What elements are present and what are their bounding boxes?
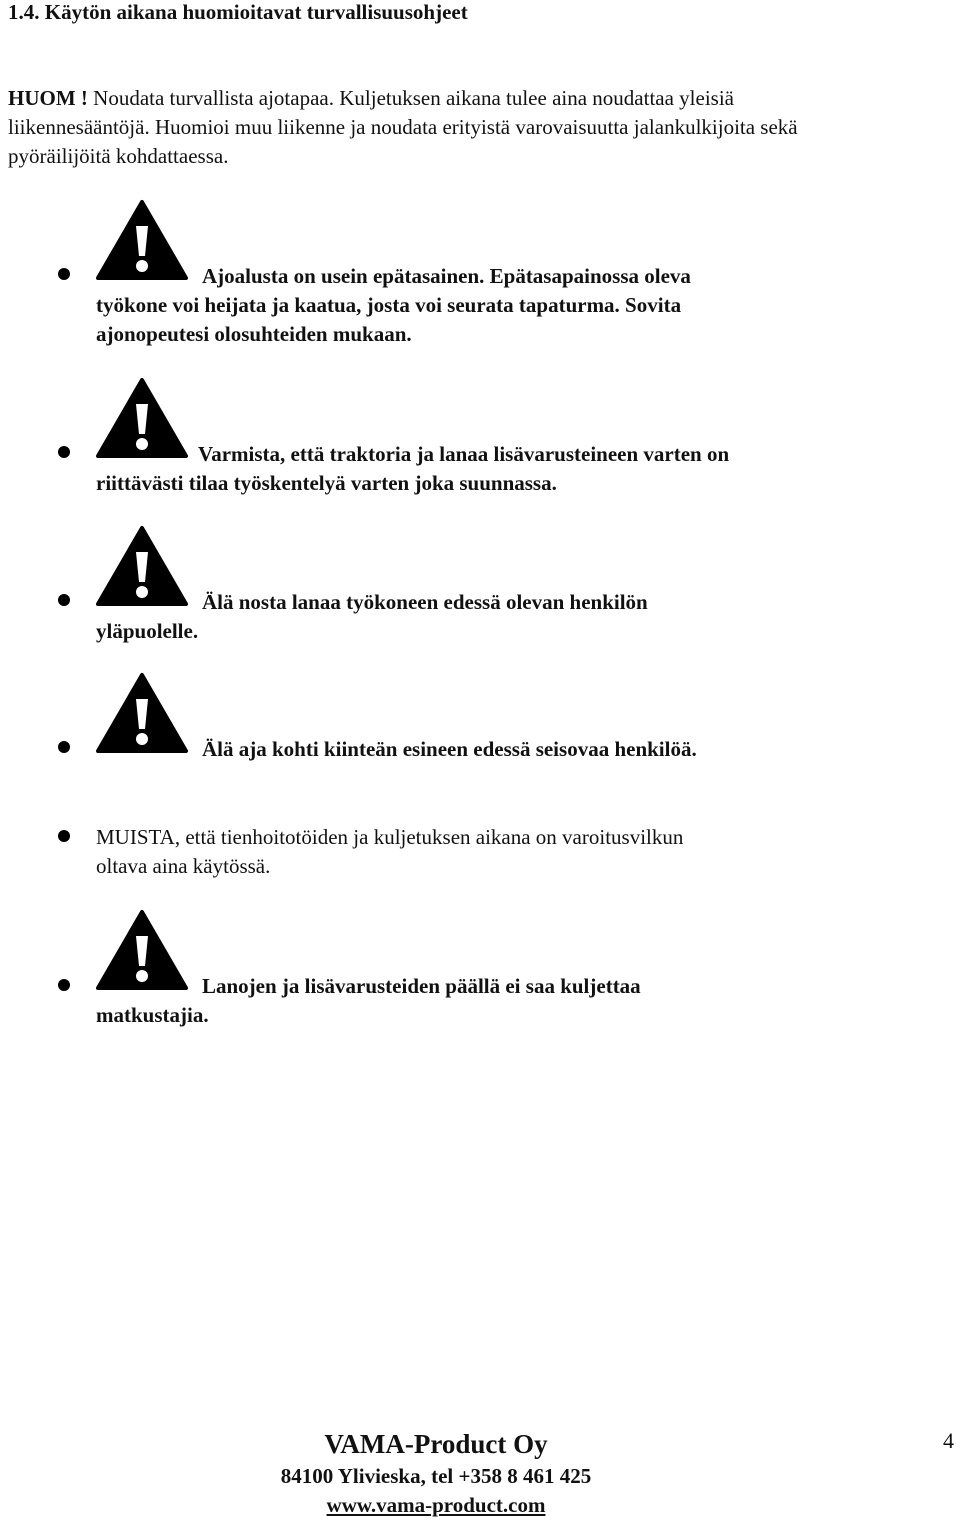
warning-icon — [96, 908, 188, 990]
footer-company: VAMA-Product Oy — [324, 1429, 548, 1459]
item-3-line-1: Älä nosta lanaa työkoneen edessä olevan henkilön — [202, 590, 648, 614]
note-label: HUOM ! — [8, 86, 88, 110]
bullet-point — [58, 830, 70, 842]
bullet-point — [58, 594, 70, 606]
bullet-point — [58, 268, 70, 280]
bullet-point — [58, 446, 70, 458]
page-number: 4 — [943, 1428, 954, 1453]
item-4-line-1: Älä aja kohti kiinteän esineen edessä seisovaa henkilöä. — [202, 737, 697, 761]
section-heading: 1.4. Käytön aikana huomioitavat turvallisuusohjeet — [8, 0, 468, 24]
item-1-line-1: Ajoalusta on usein epätasainen. Epätasapainossa oleva — [202, 264, 691, 288]
bullet-point — [58, 979, 70, 991]
warning-icon — [96, 198, 188, 280]
warning-icon — [96, 671, 188, 753]
item-5-text: , että tienhoitotöiden ja kuljetuksen aikana on varoitusvilkun — [174, 825, 684, 849]
warning-icon — [96, 376, 188, 458]
item-3-line-2: yläpuolelle. — [96, 619, 199, 643]
remember-label: MUISTA — [96, 825, 175, 849]
warning-icon — [96, 524, 188, 606]
item-1-line-2: työkone voi heijata ja kaatua, josta voi seurata tapaturma. Sovita — [96, 293, 682, 317]
item-5-line-1 — [96, 823, 683, 852]
item-2-line-1: Varmista, että traktoria ja lanaa lisävarusteineen varten on — [198, 442, 730, 466]
footer-website-link[interactable]: www.vama-product.com — [326, 1493, 546, 1517]
note-text: Noudata turvallista ajotapaa. Kuljetuksen aikana tulee aina noudattaa yleisiä liikennesääntöjä. Huomioi muu liikenne ja noudata erityistä varovaisuutta jalankulkijoita sekä pyöräilijöitä kohdattaessa. — [8, 86, 798, 168]
bullet-point — [58, 741, 70, 753]
item-5-line-2: oltava aina käytössä. — [96, 854, 271, 878]
item-6-line-2: matkustajia. — [96, 1003, 209, 1027]
item-1-line-3: ajonopeutesi olosuhteiden mukaan. — [96, 322, 412, 346]
item-6-line-1: Lanojen ja lisävarusteiden päällä ei saa kuljettaa — [202, 974, 641, 998]
item-2-line-2: riittävästi tilaa työskentelyä varten joka suunnassa. — [96, 471, 557, 495]
footer-address: 84100 Ylivieska, tel +358 8 461 425 — [280, 1464, 592, 1488]
note-paragraph — [8, 84, 868, 171]
